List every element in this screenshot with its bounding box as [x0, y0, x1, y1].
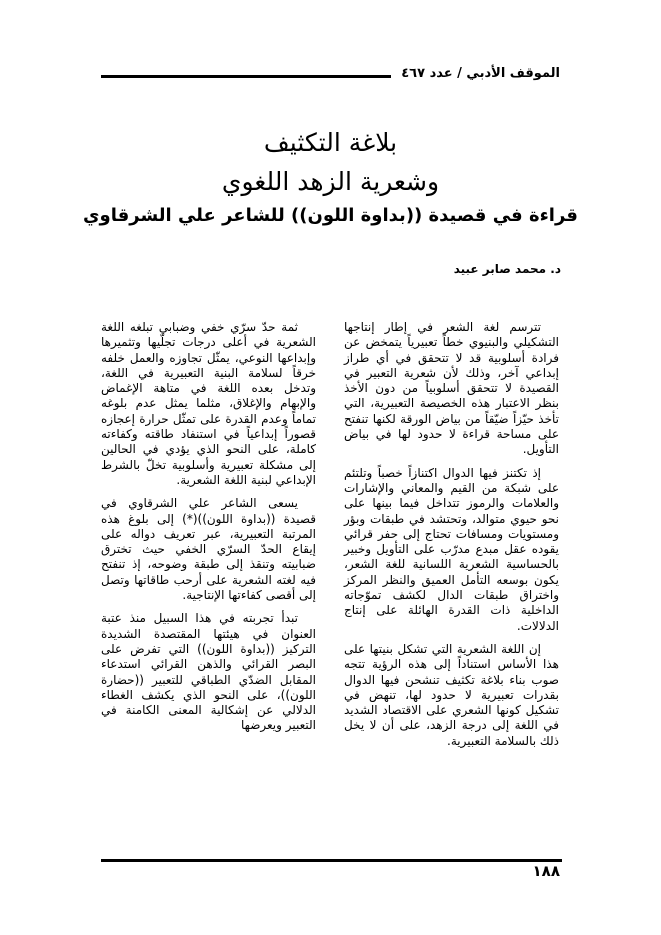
article-title-line2: وشعرية الزهد اللغوي: [221, 167, 440, 196]
page-number: ١٨٨: [532, 862, 560, 880]
text-column-right: [344, 320, 559, 757]
running-head: الموقف الأدبي / عدد ٤٦٧: [401, 66, 560, 81]
paragraph: تترسم لغة الشعر في إطار إنتاجها التشكيلي والبنيوي خطاً تعبيرياً يتمخض عن فرادة أسلوبية قد لا تتحقق في أي طراز إبداعي آخر، وذلك لأن شعرية التعبير في القصيدة لا تتحقق أسلوبياً من دون الأخذ بنظر الاعتبار هذه الخصيصة التعبيرية، التي تأخذ حيّزاً ضيّقاً من بياض الورقة لكنها تنفتح على مساحة قراءة لا حدود لها في بياض التأويل.: [344, 320, 559, 457]
author-name: د. محمد صابر عبيد: [453, 262, 561, 276]
footer-rule: [101, 859, 562, 862]
paragraph: يسعى الشاعر علي الشرقاوي في قصيدة ((بداوة اللون))(*) إلى بلوغ هذه المرتبة التعبيرية، عبر تعريف دواله على إيقاع الحدّ السرّي الخفي حيث تخترق ضبابيته وتنقذ إلى طبقة وضوحه، إذ تنفتح فيه لغته الشعرية على أرحب طاقاتها وتصل إلى أقصى كفاءتها الإنتاجية.: [101, 496, 316, 603]
paragraph: تبدأ تجربته في هذا السبيل منذ عتبة العنوان في هيئتها المقتصدة الشديدة التركيز ((بداوة اللون)) التي تفرض على البصر القرائي والذهن القرائي استدعاء المقابل الضدّي الطباقي للتعبير ((حضارة اللون))، على النحو الذي يكشف الغطاء الدلالي عن إشكالية المعنى الكامنة في التعبير ويعرضها: [101, 611, 316, 733]
article-title-line1: بلاغة التكثيف: [263, 128, 398, 157]
paragraph: إذ تكتنز فيها الدوال اكتنازاً خصباً وتلتئم على شبكة من القيم والمعاني والإشارات والعلامات والرموز تتداخل فيما بينها على نحو حيوي متوالد، وتحتشد في طبقات وبؤر ومستويات ومسافات تحتاج إلى حفر قرائي يقوده عقل مبدع مدرّب على التأويل وخبير بالحساسية الشعرية اللسانية للغة الشعر، يكون بوسعه التأمل العميق والنظر المركز واختراق طبقات الدال لكشف تموّجاته الداخلية ذات القدرة الهائلة على إنتاج الدلالات.: [344, 465, 559, 633]
article-subtitle: قراءة في قصيدة ((بداوة اللون)) للشاعر علي الشرقاوي: [83, 205, 578, 226]
paragraph: إن اللغة الشعرية التي تشكل بنيتها على هذا الأساس استناداً إلى هذه الرؤية تتجه صوب بناء بلاغة تكثيف تنشحن فيها الدوال بقدرات تعبيرية لا حدود لها، تنهض في تشكيل كونها الشعري على الاقتصاد الشديد في اللغة إلى درجة الزهد، على أن لا يخل ذلك بالسلامة التعبيرية.: [344, 641, 559, 748]
text-column-left: [101, 320, 316, 742]
paragraph: ثمة حدّ سرّي خفي وضبابي تبلغه اللغة الشعرية في أعلى درجات تجلّيها وتثميرها وإبداعها النوعي، يمثّل تجاوزه والعمل خلفه خرقاً لسلامة البنية التعبيرية في اللغة، وتدخل بعده اللغة في متاهة الإغماض والإبهام والإغلاق، مثلما يمثل عدم بلوغه تماماً وعدم القدرة على تمثّل حرارة إعجازه قصوراً إبداعياً في استنفاد طاقته وكفاءته كاملة، على النحو الذي يؤدي في الحالين إلى مشكلة تعبيرية وأسلوبية تخلّ بالشرط الإبداعي لبنية اللغة الشعرية.: [101, 320, 316, 487]
header-rule: [101, 75, 391, 78]
